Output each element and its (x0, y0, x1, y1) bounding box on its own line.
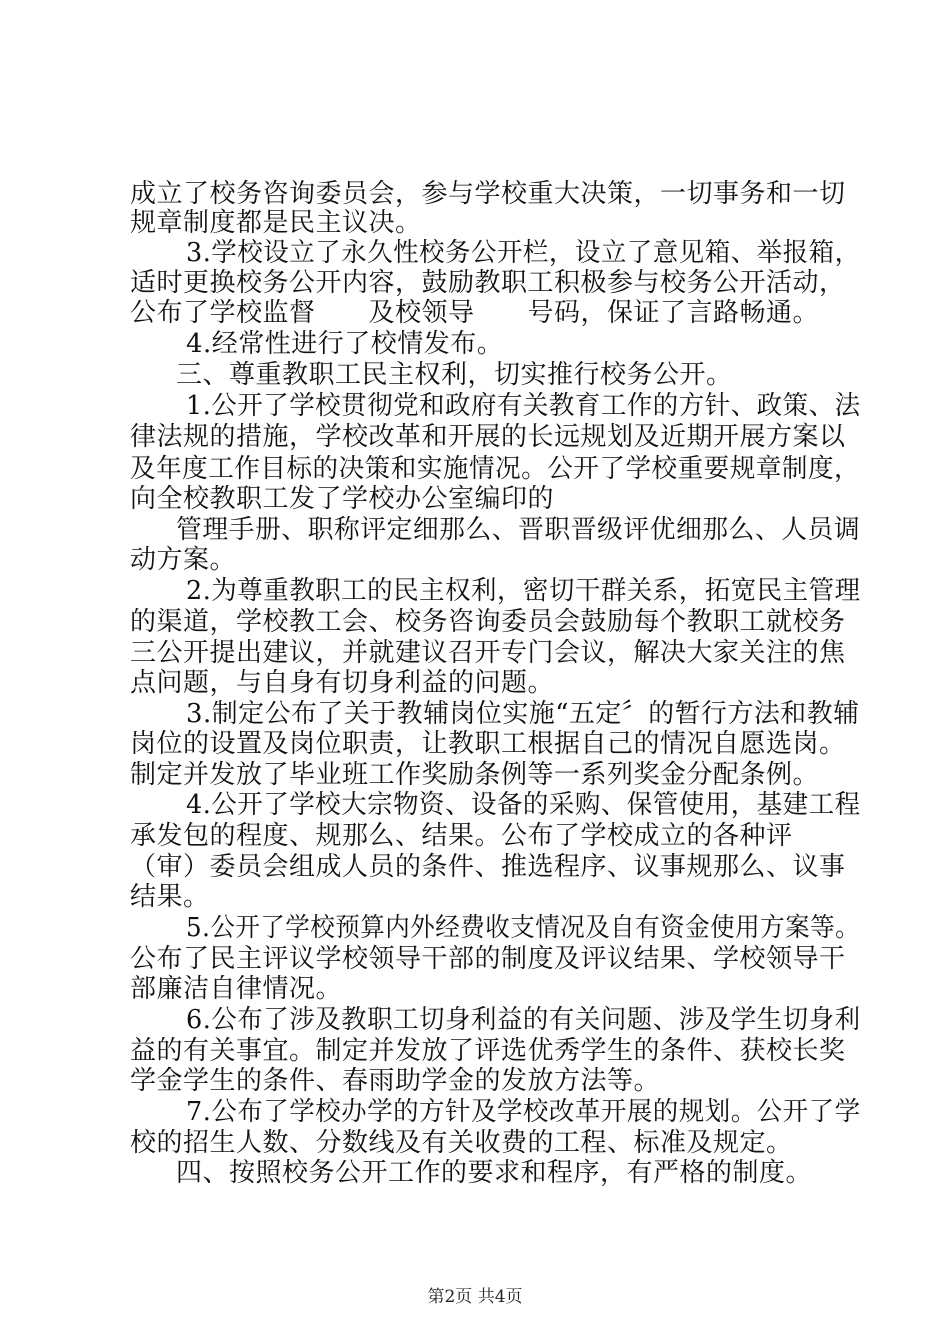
text-line: 及年度工作目标的决策和实施情况。公开了学校重要规章制度， (130, 454, 861, 484)
text-line: 6.公布了涉及教职工切身利益的有关问题、涉及学生切身利 (186, 1005, 861, 1035)
text-line: 7.公布了学校办学的方针及学校改革开展的规划。公开了学 (186, 1097, 861, 1127)
text-line: 部廉洁自律情况。 (130, 974, 343, 1004)
text-line: 的渠道，学校教工会、校务咨询委员会鼓励每个教职工就校务 (130, 607, 846, 637)
text-line: 三公开提出建议，并就建议召开专门会议，解决大家关注的焦 (130, 638, 846, 668)
text-line: 公布了学校监督 及校领导 号码，保证了言路畅通。 (130, 298, 820, 328)
page-footer: 第2页 共4页 (427, 1287, 523, 1307)
text-line: 向全校教职工发了学校办公室编印的 (130, 484, 555, 514)
text-line: 动方案。 (130, 545, 237, 575)
text-line: 点问题，与自身有切身利益的问题。 (130, 668, 555, 698)
text-line: （审）委员会组成人员的条件、推选程序、议事规那么、议事 (130, 852, 846, 882)
section-heading: 三、尊重教职工民主权利，切实推行校务公开。 (176, 360, 733, 390)
text-line: 3.制定公布了关于教辅岗位实施“五定〞的暂行方法和教辅 (186, 699, 860, 729)
text-line: 2.为尊重教职工的民主权利，密切干群关系，拓宽民主管理 (186, 576, 861, 606)
text-line: 制定并发放了毕业班工作奖励条例等一系列奖金分配条例。 (130, 760, 820, 790)
text-line: 规章制度都是民主议决。 (130, 208, 422, 238)
text-line: 律法规的措施，学校改革和开展的长远规划及近期开展方案以 (130, 422, 846, 452)
section-heading: 四、按照校务公开工作的要求和程序，有严格的制度。 (176, 1158, 813, 1188)
text-line: 学金学生的条件、春雨助学金的发放方法等。 (130, 1066, 661, 1096)
text-line: 5.公开了学校预算内外经费收支情况及自有资金使用方案等。 (186, 913, 861, 943)
text-line: 管理手册、职称评定细那么、晋职晋级评优细那么、人员调 (176, 515, 861, 545)
text-line: 4.公开了学校大宗物资、设备的采购、保管使用，基建工程 (186, 790, 861, 820)
text-line: 3.学校设立了永久性校务公开栏，设立了意见箱、举报箱， (186, 238, 861, 268)
text-line: 益的有关事宜。制定并发放了评选优秀学生的条件、获校长奖 (130, 1036, 846, 1066)
text-line: 承发包的程度、规那么、结果。公布了学校成立的各种评 (130, 821, 793, 851)
text-line: 1.公开了学校贯彻党和政府有关教育工作的方针、政策、法 (186, 391, 861, 421)
text-line: 岗位的设置及岗位职责，让教职工根据自己的情况自愿选岗。 (130, 729, 846, 759)
text-line: 4.经常性进行了校情发布。 (186, 329, 504, 359)
text-line: 成立了校务咨询委员会，参与学校重大决策，一切事务和一切 (130, 179, 846, 209)
text-line: 结果。 (130, 882, 210, 912)
text-line: 适时更换校务公开内容，鼓励教职工积极参与校务公开活动， (130, 268, 846, 298)
text-line: 公布了民主评议学校领导干部的制度及评议结果、学校领导干 (130, 944, 846, 974)
text-line: 校的招生人数、分数线及有关收费的工程、标准及规定。 (130, 1128, 793, 1158)
